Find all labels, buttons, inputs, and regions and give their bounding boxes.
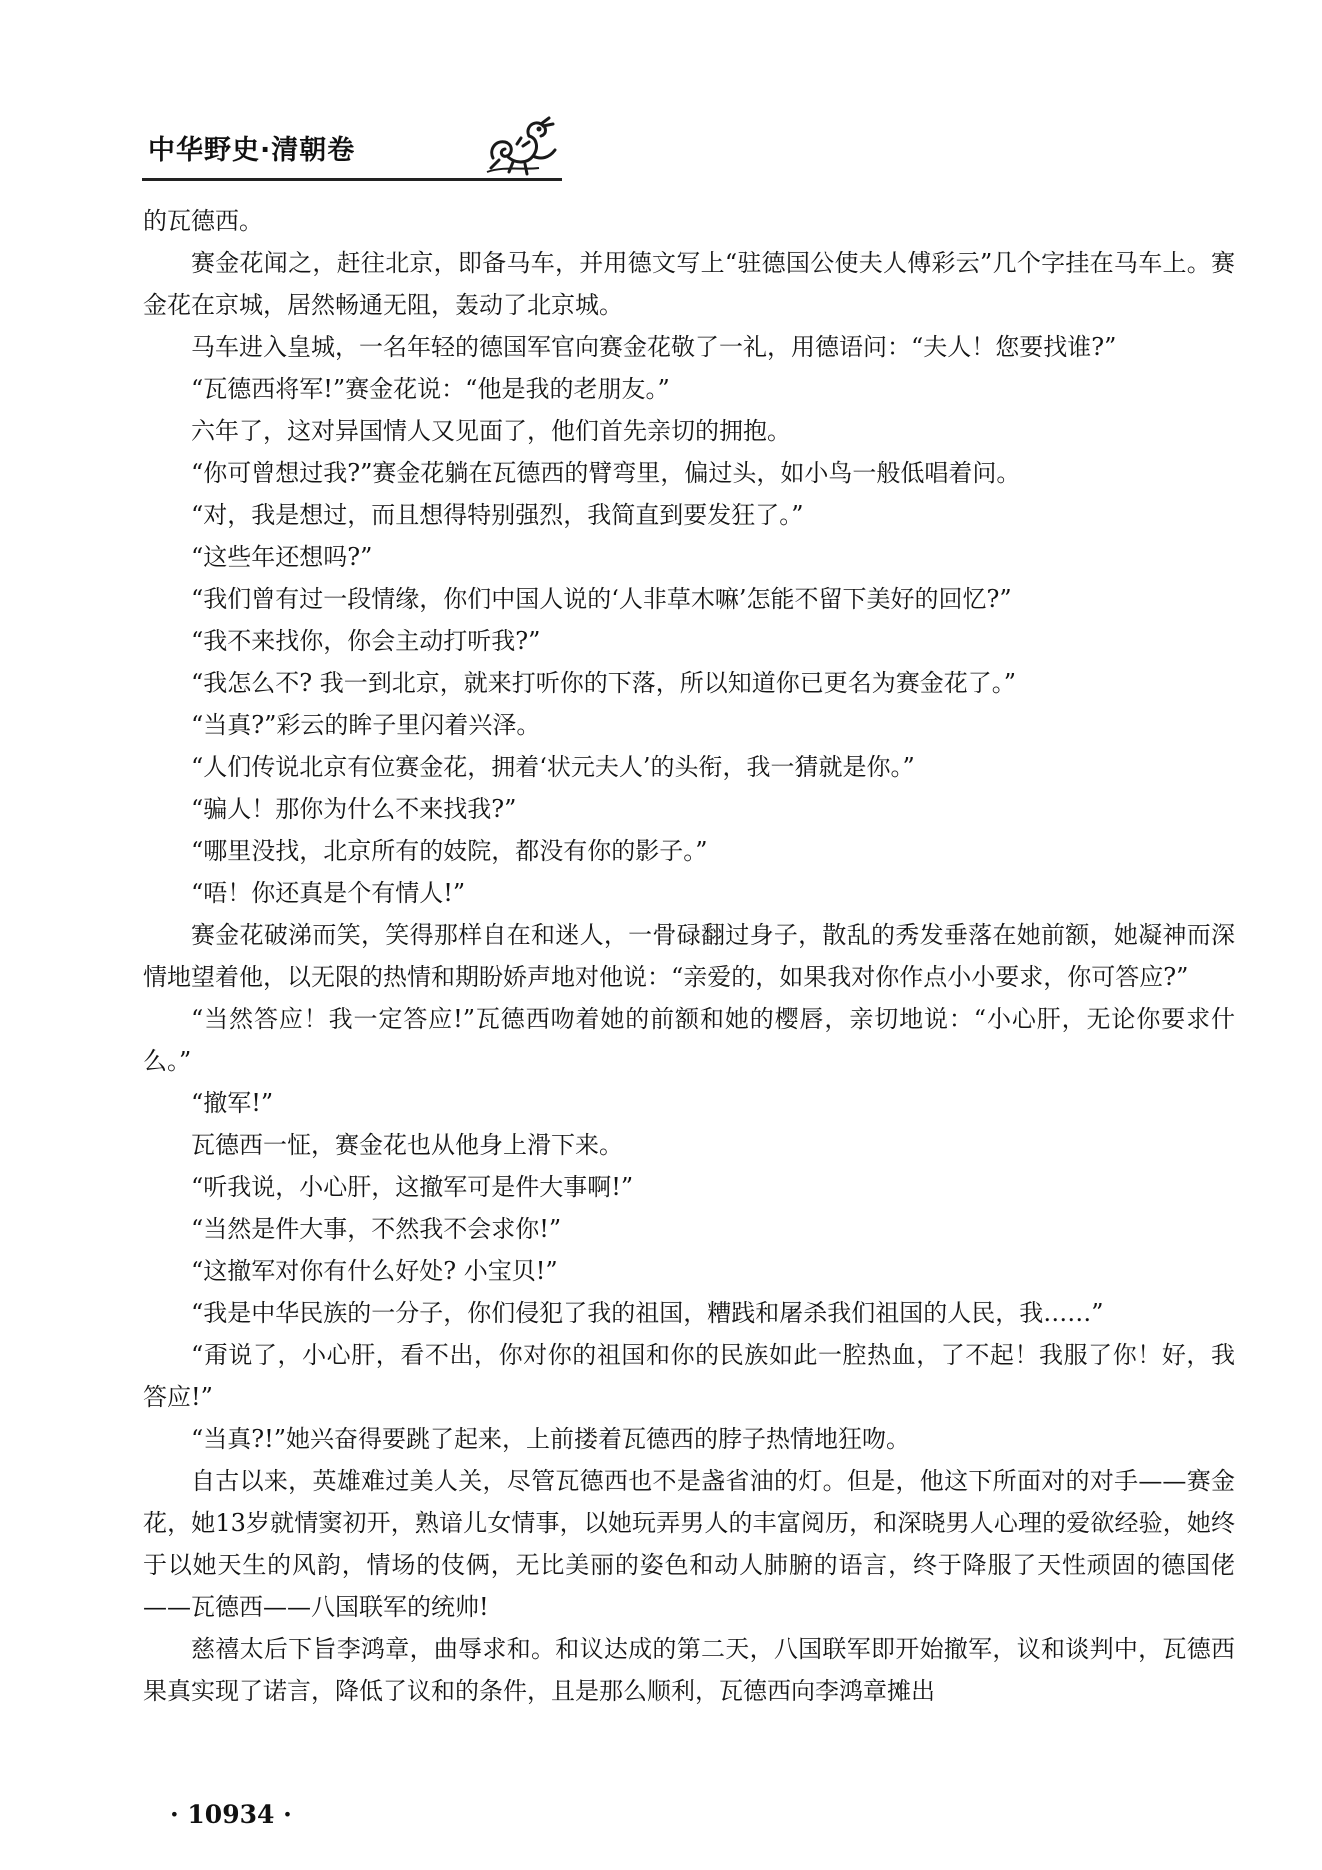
dragon-icon [483,114,563,178]
paragraph: “人们传说北京有位赛金花，拥着‘状元夫人’的头衔，我一猜就是你。” [191,753,915,781]
paragraph: 的瓦德西。 [143,207,263,235]
header-divider [142,178,562,181]
page-number: · 10934 · [170,1800,292,1829]
paragraph: 赛金花破涕而笑，笑得那样自在和迷人，一骨碌翻过身子，散乱的秀发垂落在她前额，她凝神而深情地望着他，以无限的热情和期盼娇声地对他说：“亲爱的，如果我对你作点小小要求，你可答应?” [143,921,1235,991]
paragraph: “我怎么不? 我一到北京，就来打听你的下落，所以知道你已更名为赛金花了。” [191,669,1017,697]
paragraph: “当然是件大事，不然我不会求你!” [191,1215,562,1243]
paragraph: 马车进入皇城，一名年轻的德国军官向赛金花敬了一礼，用德语问：“夫人！您要找谁?” [191,333,1117,361]
paragraph: “瓦德西将军!”赛金花说：“他是我的老朋友。” [191,375,670,403]
paragraph: “撤军!” [191,1089,274,1117]
paragraph: “你可曾想过我?”赛金花躺在瓦德西的臂弯里，偏过头，如小鸟一般低唱着问。 [191,459,1021,487]
paragraph: “当真?”彩云的眸子里闪着兴泽。 [191,711,541,739]
paragraph: “对，我是想过，而且想得特别强烈，我简直到要发狂了。” [191,501,804,529]
article-body [143,200,1235,1712]
paragraph: 赛金花闻之，赶往北京，即备马车，并用德文写上“驻德国公使夫人傅彩云”几个字挂在马车上。赛金花在京城，居然畅通无阻，轰动了北京城。 [143,249,1235,319]
running-header [148,118,562,182]
paragraph: 慈禧太后下旨李鸿章，曲辱求和。和议达成的第二天，八国联军即开始撤军，议和谈判中，瓦德西果真实现了诺言，降低了议和的条件，且是那么顺利，瓦德西向李鸿章摊出 [143,1635,1235,1705]
paragraph: “这撤军对你有什么好处? 小宝贝!” [191,1257,558,1285]
paragraph: “甭说了，小心肝，看不出，你对你的祖国和你的民族如此一腔热血，了不起！我服了你！好，我答应!” [143,1341,1235,1411]
paragraph: “听我说，小心肝，这撤军可是件大事啊!” [191,1173,634,1201]
paragraph: “骗人！那你为什么不来找我?” [191,795,517,823]
paragraph: 六年了，这对异国情人又见面了，他们首先亲切的拥抱。 [191,417,791,445]
paragraph: “这些年还想吗?” [191,543,373,571]
paragraph: “当然答应！我一定答应!”瓦德西吻着她的前额和她的樱唇，亲切地说：“小心肝，无论你要求什么。” [143,1005,1235,1075]
paragraph: 自古以来，英雄难过美人关，尽管瓦德西也不是盏省油的灯。但是，他这下所面对的对手——赛金花，她13岁就情窦初开，熟谙儿女情事，以她玩弄男人的丰富阅历，和深晓男人心理的爱欲经验，她终于以她天生的风韵，情场的伎俩，无比美丽的姿色和动人肺腑的语言，终于降服了天性顽固的德国佬——瓦德西——八国联军的统帅! [143,1467,1235,1621]
paragraph: “唔！你还真是个有情人!” [191,879,466,907]
paragraph: “当真?!”她兴奋得要跳了起来，上前搂着瓦德西的脖子热情地狂吻。 [191,1425,911,1453]
paragraph: “我不来找你，你会主动打听我?” [191,627,541,655]
paragraph: “我是中华民族的一分子，你们侵犯了我的祖国，糟践和屠杀我们祖国的人民，我……” [191,1299,1104,1327]
paragraph: “哪里没找，北京所有的妓院，都没有你的影子。” [191,837,708,865]
header-title: 中华野史·清朝卷 [148,135,356,166]
paragraph: “我们曾有过一段情缘，你们中国人说的‘人非草木嘛’怎能不留下美好的回忆?” [191,585,1012,613]
paragraph: 瓦德西一怔，赛金花也从他身上滑下来。 [191,1131,623,1159]
